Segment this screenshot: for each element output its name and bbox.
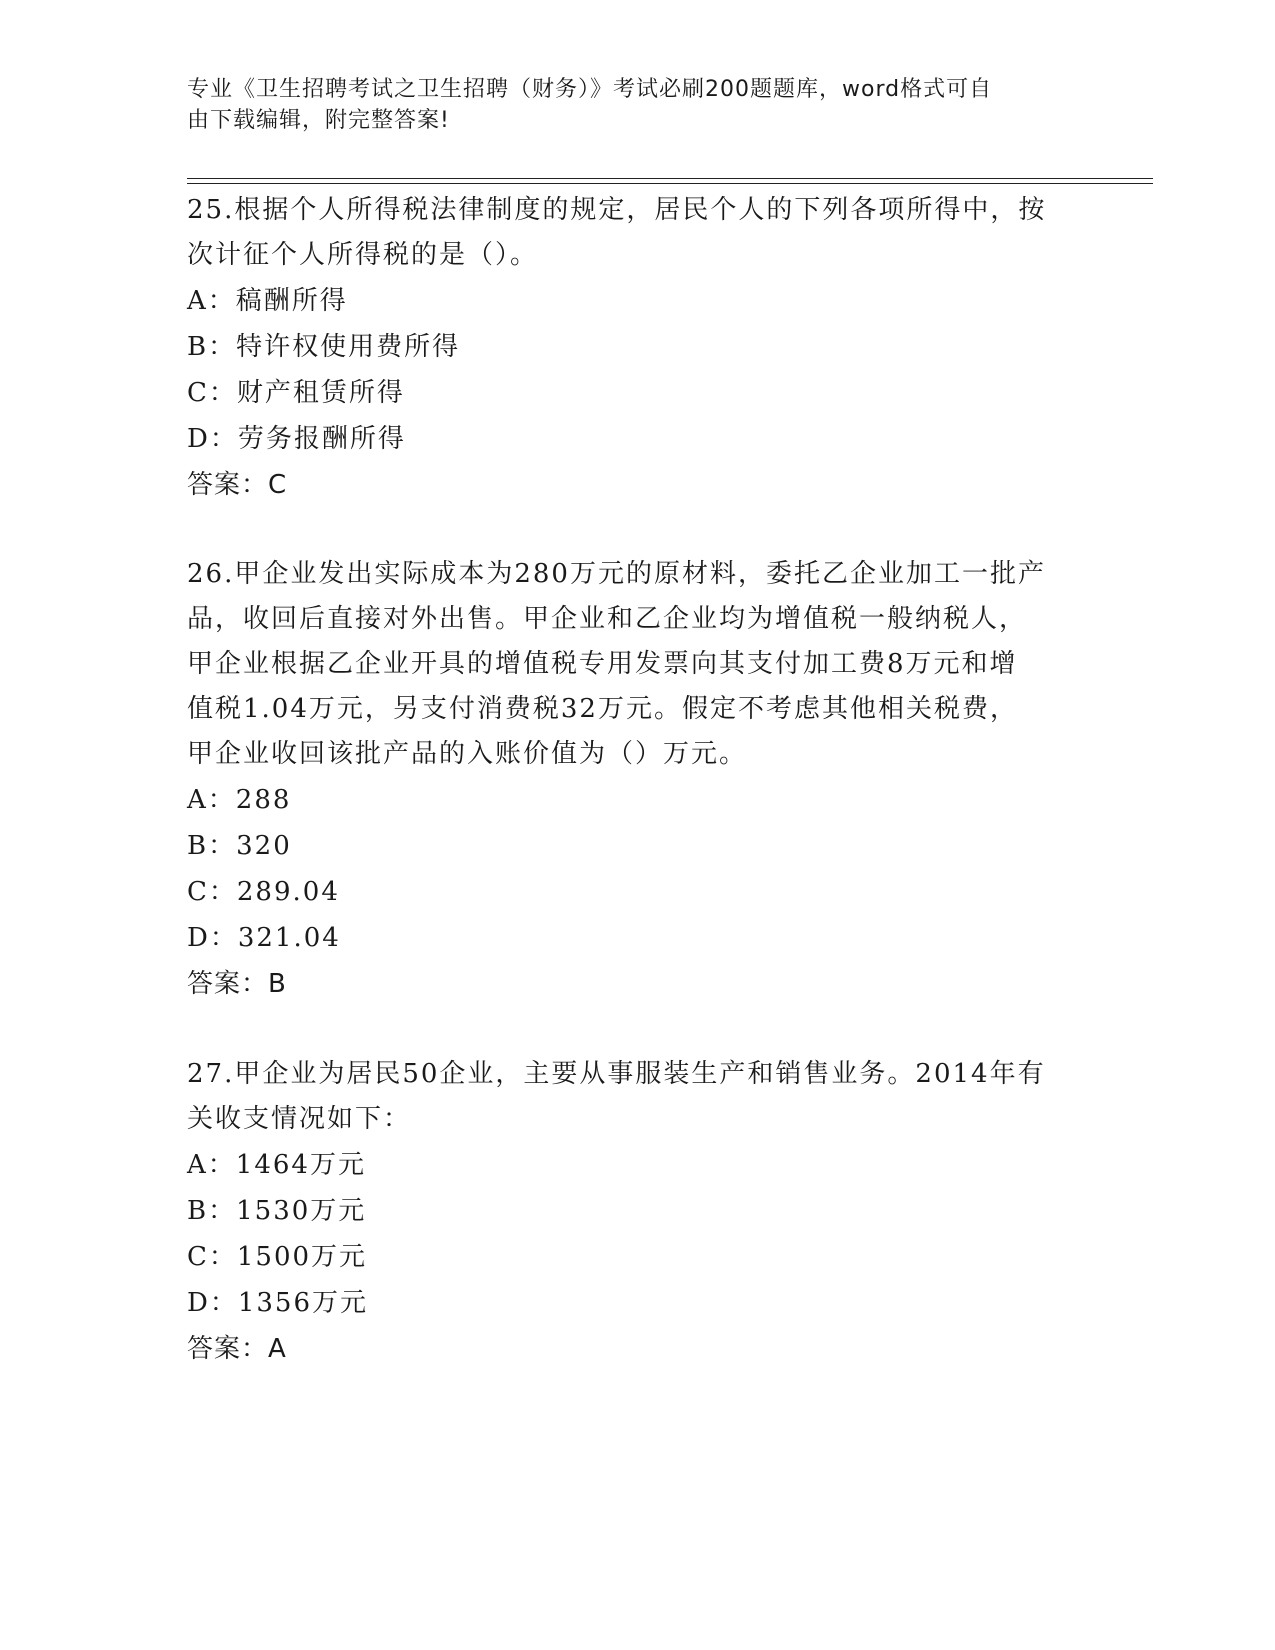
document-header xyxy=(187,74,1087,136)
option-d: D：劳务报酬所得 xyxy=(187,424,406,454)
answer-key: 答案：C xyxy=(187,470,288,500)
option-c: C：1500万元 xyxy=(187,1242,368,1272)
option-b: B：320 xyxy=(187,831,292,861)
header-divider-bottom xyxy=(187,183,1153,184)
question-stem-line: 26.甲企业发出实际成本为280万元的原材料，委托乙企业加工一批产 xyxy=(187,559,1046,589)
option-a: A：稿酬所得 xyxy=(187,286,348,316)
header-divider-top xyxy=(187,178,1153,179)
option-c: C：289.04 xyxy=(187,877,340,907)
answer-key: 答案：B xyxy=(187,969,287,999)
question-stem xyxy=(187,552,1087,777)
question-stem xyxy=(187,1052,1087,1142)
question-stem xyxy=(187,188,1087,278)
option-a: A：1464万元 xyxy=(187,1150,366,1180)
question-stem-line: 品，收回后直接对外出售。甲企业和乙企业均为增值税一般纳税人， xyxy=(187,604,1028,634)
question-stem-line: 甲企业收回该批产品的入账价值为（）万元。 xyxy=(187,739,748,769)
option-b: B：特许权使用费所得 xyxy=(187,332,461,362)
question-stem-line: 值税1.04万元，另支付消费税32万元。假定不考虑其他相关税费， xyxy=(187,694,1018,724)
question-25 xyxy=(187,188,1087,508)
answer-key: 答案：A xyxy=(187,1334,287,1364)
question-27 xyxy=(187,1052,1087,1372)
option-b: B：1530万元 xyxy=(187,1196,367,1226)
header-line-1: 专业《卫生招聘考试之卫生招聘（财务）》考试必刷200题题库，word格式可自 xyxy=(187,77,993,102)
question-stem-line: 次计征个人所得税的是（）。 xyxy=(187,240,539,270)
option-c: C：财产租赁所得 xyxy=(187,378,405,408)
question-stem-line: 关收支情况如下： xyxy=(187,1104,412,1134)
question-stem-line: 27.甲企业为居民50企业，主要从事服装生产和销售业务。2014年有 xyxy=(187,1059,1046,1089)
option-d: D：321.04 xyxy=(187,923,341,953)
option-d: D：1356万元 xyxy=(187,1288,369,1318)
question-stem-line: 甲企业根据乙企业开具的增值税专用发票向其支付加工费8万元和增 xyxy=(187,649,1018,679)
option-a: A：288 xyxy=(187,785,292,815)
question-26 xyxy=(187,552,1087,1007)
question-stem-line: 25.根据个人所得税法律制度的规定，居民个人的下列各项所得中，按 xyxy=(187,195,1047,225)
header-line-2: 由下载编辑，附完整答案! xyxy=(187,108,450,133)
